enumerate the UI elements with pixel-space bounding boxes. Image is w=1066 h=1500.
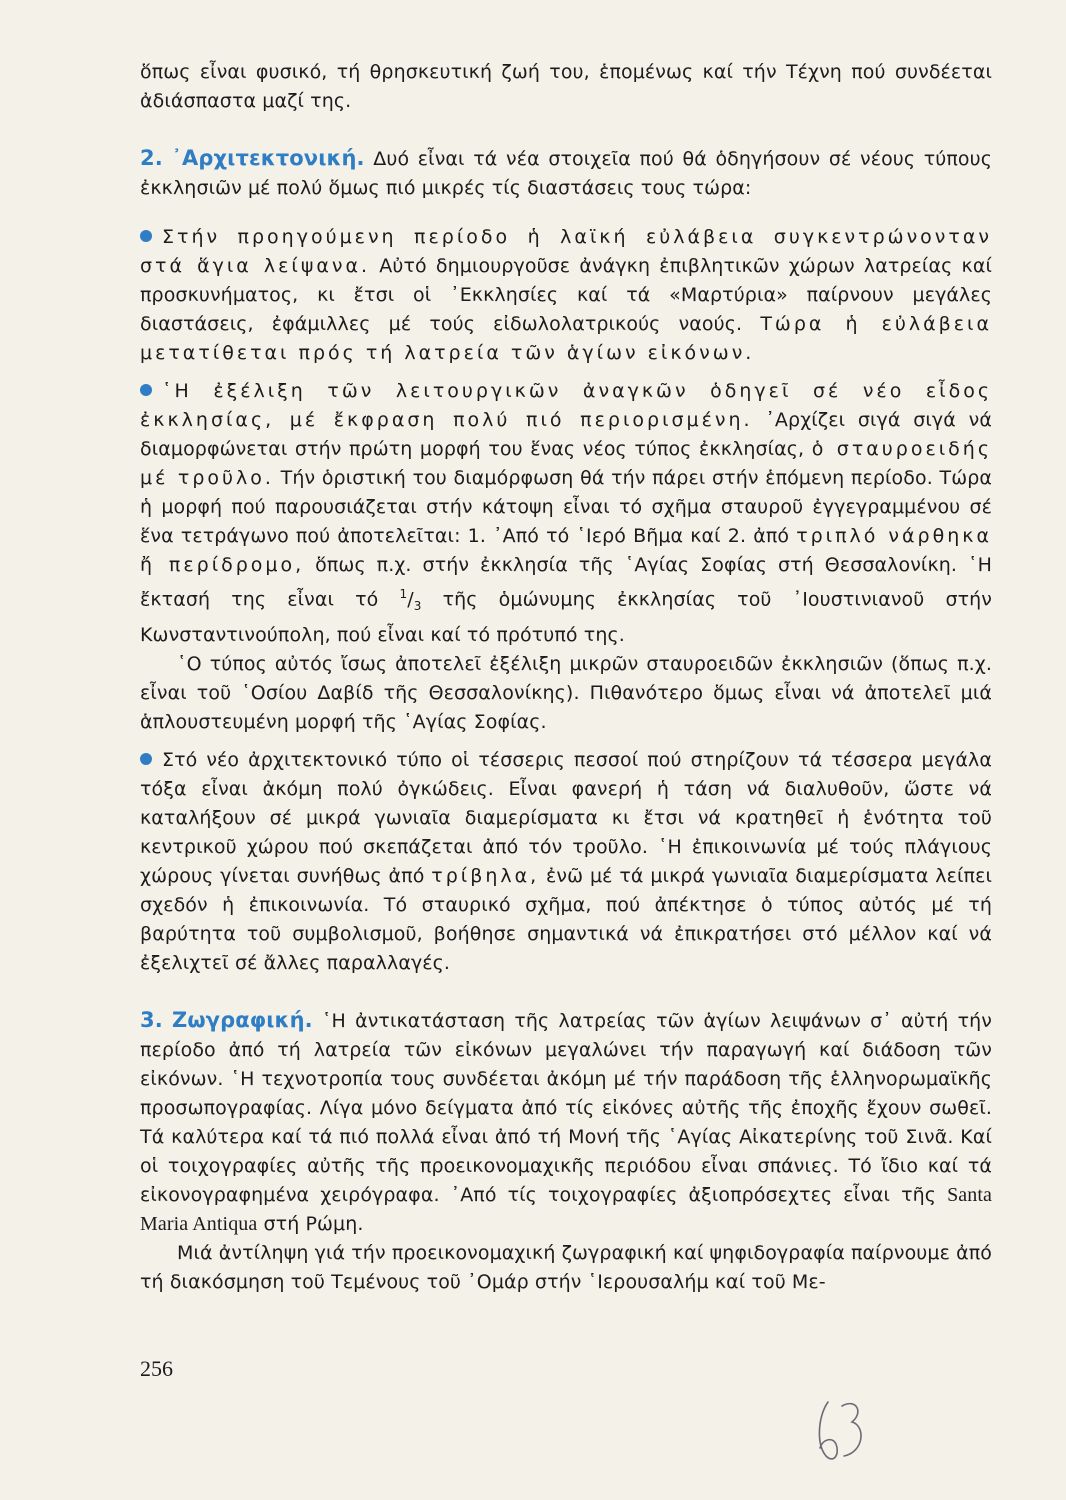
bullet-paragraph-1 [140, 223, 992, 368]
section-3-number: 3. [140, 1008, 163, 1033]
handwritten-note-icon [812, 1392, 868, 1472]
body-text: ὅπως π.χ. στήν ἐκκλησία τῆς ῾Αγίας Σοφίας στή Θεσσαλονίκη. ῾Η ἔκτασή της εἶναι τό [140, 554, 992, 611]
page-number: 256 [140, 1356, 173, 1381]
body-text: ῾Η ἀντικατάσταση τῆς λατρείας τῶν ἁγίων λειψάνων σ᾿ αὐτή τήν περίοδο ἀπό τή λατρεία τῶν εἰκόνων μεγαλώνει τήν παραγωγή καί διάδοση τῶν εἰκόνων. ῾Η τεχνοτροπία τους συνδέεται ἀκόμη μέ τήν παράδοση τῆς ἑλληνορωμαϊκῆς προσωπογραφίας. Λίγα μόνο δείγματα ἀπό τίς εἰκόνες αὐτῆς τῆς ἐποχῆς ἔχουν σωθεῖ. Τά καλύτερα καί τά πιό πολλά εἶναι ἀπό τή Μονή τῆς ῾Αγίας Αἰκατερίνης τοῦ Σινᾶ. Καί οἱ τοιχογραφίες αὐτῆς τῆς προεικονομαχικῆς περιόδου εἶναι σπάνιες. Τό ἴδιο καί τά εἰκονογραφημένα χειρόγραφα. ᾿Από τίς τοιχογραφίες ἀξιοπρόσεχτες εἶναι τῆς [140, 1010, 993, 1207]
body-text: τῆς ὁμώνυμης ἐκκλησίας τοῦ ᾿Ιουστινιανοῦ στήν Κωνσταντινούπολη, πού εἶναι καί τό πρότυπό της. [140, 588, 992, 647]
emphasis-text: τρίβηλα, [431, 865, 540, 888]
bullet-paragraph-3 [140, 746, 992, 978]
latin-text: Santa Maria Antiqua [140, 1184, 992, 1236]
body-text: Στό νέο ἀρχιτεκτονικό τύπο οἱ τέσσερις πεσσοί πού στηρίζουν τά τέσσερα μεγάλα τόξα εἶναι ἀκόμη πολύ ὀγκώδεις. Εἶναι φανερή ἡ τάση νά διαλυθοῦν, ὥστε νά καταλήξουν σέ μικρά γωνιαῖα διαμερίσματα κι ἔτσι νά κρατηθεῖ ἡ ἑνότητα τοῦ κεντρικοῦ χώρου πού σκεπάζεται ἀπό τόν τροῦλο. ῾Η ἐπικοινωνία μέ τούς πλάγιους χώρους γίνεται συνήθως ἀπό [140, 749, 992, 888]
body-text: Τήν ὁριστική του διαμόρφωση θά τήν πάρει στήν ἑπόμενη περίοδο. Τώρα ἡ μορφή πού παρουσιάζεται στήν κάτοψη εἶναι τό σχῆμα σταυροῦ ἐγγεγραμμένου σέ ἕνα τετράγωνο πού ἀποτελεῖται: 1. ᾿Από τό ῾Ιερό Βῆμα καί 2. ἀπό [140, 467, 992, 547]
section-2-number: 2. [140, 146, 163, 170]
fraction-denominator: 3 [413, 599, 422, 614]
section-3-paragraph-2: Μιά ἀντίληψη γιά τήν προεικονομαχική ζωγραφική καί ψηφιδογραφία παίρνουμε ἀπό τή διακόσμηση τοῦ Τεμένους τοῦ ᾿Ομάρ στήν ῾Ιερουσαλήμ καί τοῦ Με- [140, 1242, 992, 1294]
section-3-title: Ζωγραφική. [172, 1008, 313, 1033]
type-paragraph: ῾Ο τύπος αὐτός ἴσως ἀποτελεῖ ἐξέλιξη μικρῶν σταυροειδῶν ἐκκλησιῶν (ὅπως π.χ. εἶναι τοῦ ῾Οσίου Δαβίδ τῆς Θεσσαλονίκης). Πιθανότερο ὅμως εἶναι νά ἀποτελεῖ μιά ἁπλουστευμένη μορφή τῆς ῾Αγίας Σοφίας. [140, 653, 992, 734]
fraction-numerator: 1 [399, 587, 408, 601]
bullet-icon [140, 230, 152, 242]
section-3-paragraph [140, 1006, 992, 1239]
bullet-icon [140, 384, 152, 396]
body-text: ᾿Αρχίζει σιγά σιγά νά διαμορφώνεται στήν πρώτη μορφή του ἕνας νέος τύπος ἐκκλησίας, [140, 409, 992, 460]
bullet-paragraph-2: ῾Η ἐξέλιξη τῶν λειτουργικῶν ἀναγκῶν ὁδηγεῖ σέ νέο εἶδος ἐκκλησίας, μέ ἔκφραση πολύ πιό περιορισμένη. ᾿Αρχίζει σιγά σιγά νά διαμορφώνεται στήν πρώτη μορφή του ἕνας νέος τύπος ἐκκλησίας, ὁ σταυροειδής μέ τροῦλο. Τήν ὁριστική του διαμόρφωση θά τήν πάρει στήν ἑπόμενη περίοδο. Τώρα ἡ μορφή πού παρουσιάζεται στήν κάτοψη εἶναι τό σχῆμα σταυροῦ ἐγγεγραμμένου σέ ἕνα τετράγωνο πού ἀποτελεῖται: 1. ᾿Από τό ῾Ιερό Βῆμα καί 2. ἀπό τριπλό νάρθηκα ἤ περίδρομο, ὅπως π.χ. στήν ἐκκλησία τῆς ῾Αγίας Σοφίας στή Θεσσαλονίκη. ῾Η ἔκτασή της εἶναι τό $^1/_3$ τῆς ὁμώνυμης ἐκκλησίας τοῦ ᾿Ιουστινιανοῦ στήν Κωνσταντινούπολη, πού εἶναι καί τό πρότυπό της. [140, 380, 992, 647]
section-2-title: ᾿Αρχιτεκτονική. [171, 146, 365, 170]
intro-paragraph: ὅπως εἶναι φυσικό, τή θρησκευτική ζωή του, ἑπομένως καί τήν Τέχνη πού συνδέεται ἀδιάσπαστα μαζί της. [140, 61, 992, 112]
body-text: στή Ρώμη. [257, 1213, 364, 1236]
body-text: ἐνῶ μέ τά μικρά γωνιαῖα διαμερίσματα λείπει σχεδόν ἡ ἐπικοινωνία. Τό σταυρικό σχῆμα, πού ἀπέκτησε ὁ τύπος αὐτός μέ τή βαρύτητα τοῦ συμβολισμοῦ, βοήθησε σημαντικά νά ἐπικρατήσει στό μέλλον καί νά ἐξελιχτεῖ σέ ἄλλες παραλλαγές. [140, 865, 992, 975]
emphasis-text: ὁ σταυροειδής μέ τροῦλο. [140, 438, 992, 489]
bullet-icon [140, 753, 152, 765]
emphasis-text: ῾Η ἐξέλιξη τῶν λειτουργικῶν ἀναγκῶν ὁδηγεῖ σέ νέο εἶδος ἐκκλησίας, μέ ἔκφραση πολύ πιό περιορισμένη. [140, 380, 992, 431]
emphasis-text: Τώρα ἡ εὐλάβεια μετατίθεται πρός τή λατρεία τῶν ἁγίων εἰκόνων. [140, 313, 992, 364]
page-body [140, 58, 992, 1297]
section-2-paragraph [140, 144, 992, 203]
body-text: Αὐτό δημιουργοῦσε ἀνάγκη ἐπιβλητικῶν χώρων λατρείας καί προσκυνήματος, κι ἔτσι οἱ ᾿Εκκλησίες καί τά «Μαρτύρια» παίρνουν μεγάλες διαστάσεις, ἐφάμιλλες μέ τούς εἰδωλολατρικούς ναούς. [140, 255, 992, 335]
emphasis-text: τριπλό νάρθηκα ἤ περίδρομο, [140, 525, 992, 576]
section-2-lead: Δυό εἶναι τά νέα στοιχεῖα πού θά ὁδηγήσουν σέ νέους τύπους ἐκκλησιῶν μέ πολύ ὅμως πιό μικρές τίς διαστάσεις τους τώρα: [140, 148, 993, 199]
emphasis-text: Στήν προηγούμενη περίοδο ἡ λαϊκή εὐλάβεια συγκεντρώνονταν στά ἅγια λείψανα. [140, 226, 992, 277]
